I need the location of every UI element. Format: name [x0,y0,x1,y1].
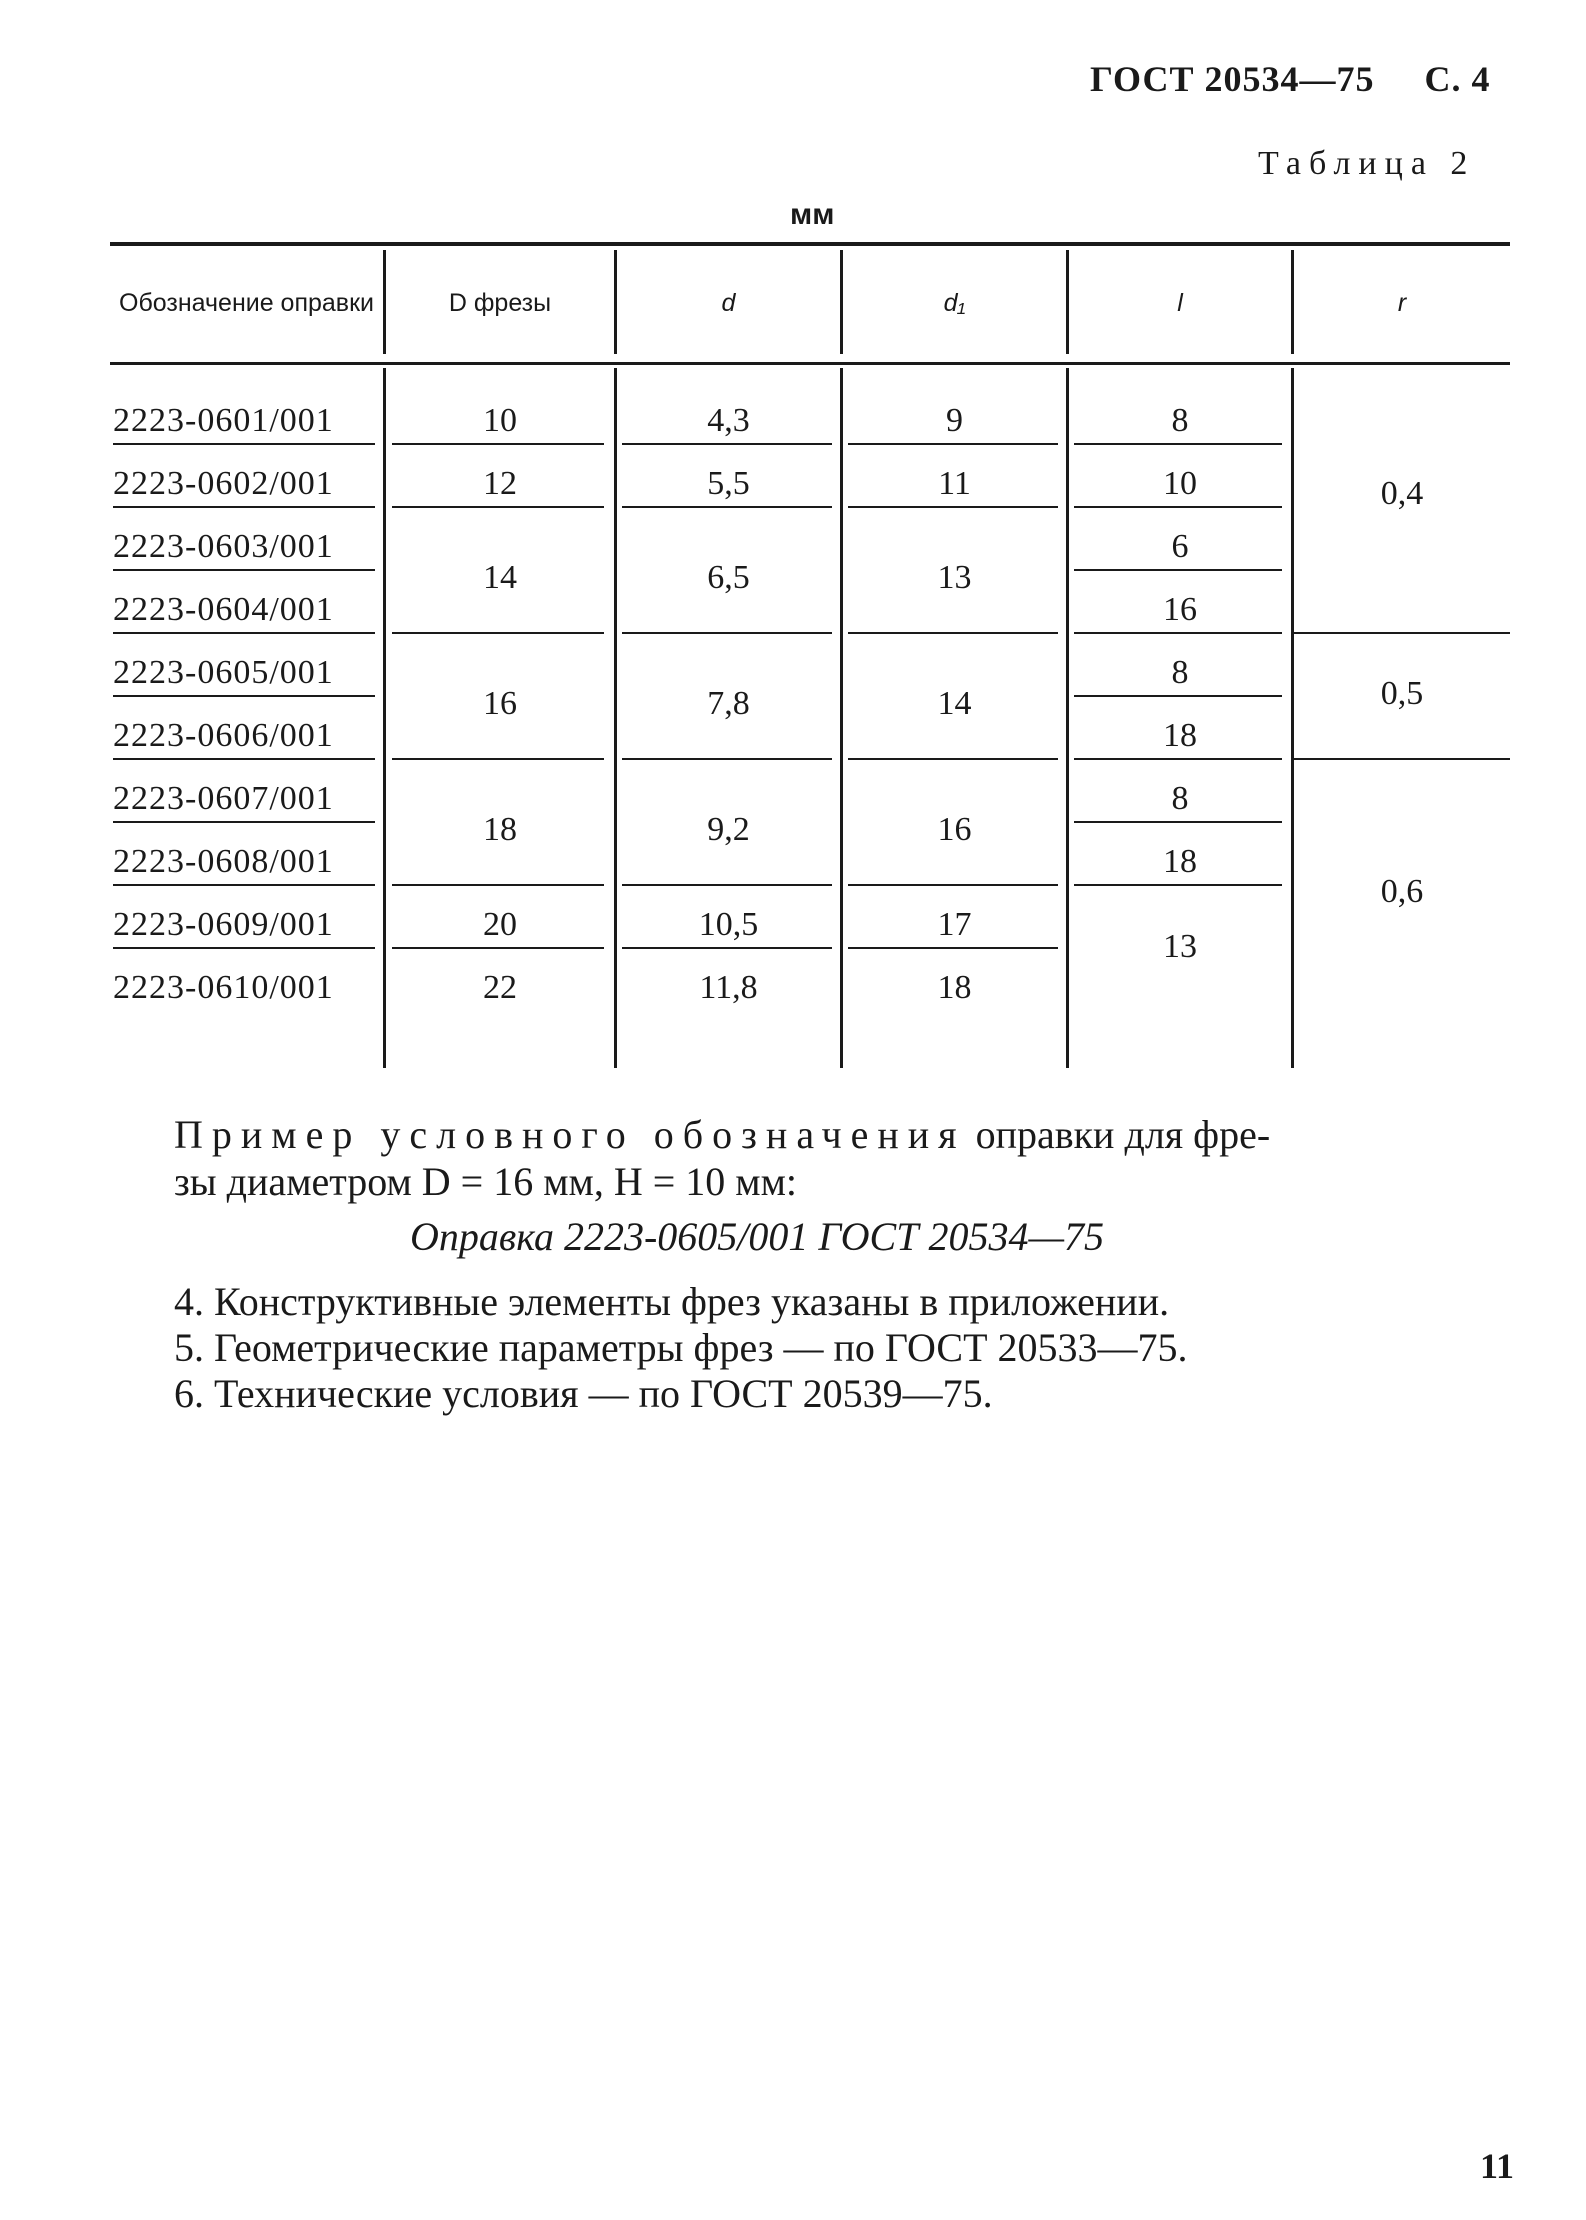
row-rule [392,632,604,634]
unit-label: мм [790,198,835,231]
d-cell: 5,5 [707,465,750,502]
row-rule [392,947,604,949]
d-cutter-cell: 22 [483,969,517,1006]
r-cell: 0,4 [1380,475,1424,512]
page-number: 11 [1480,2146,1515,2186]
d-cell: 6,5 [707,559,750,596]
l-cell: 8 [1171,780,1189,817]
d-cell: 11,8 [699,969,758,1006]
r-cell: 0,6 [1380,873,1424,910]
d-cutter-cell: 18 [483,811,517,848]
row-rule [622,632,832,634]
d-cell: 7,8 [707,685,750,722]
row-rule [113,506,375,508]
row-rule [848,443,1058,445]
d-cell: 9,2 [707,811,750,848]
clause-6: 6. Технические условия — по ГОСТ 20539—75. [174,1371,993,1416]
page-ref: С. 4 [1424,59,1491,99]
row-rule [1074,884,1282,886]
row-rule [392,758,604,760]
row-rule [113,947,375,949]
example-text: оправки для фре- [975,1112,1271,1157]
row-rule [848,758,1058,760]
row-rule [392,884,604,886]
d1-cell: 13 [937,559,972,596]
d1-cell: 16 [937,811,972,848]
table-top-rule [110,242,1510,246]
row-rule [622,506,832,508]
designation-cell: 2223-0608/001 [113,843,334,880]
designation-cell: 2223-0607/001 [113,780,334,817]
row-rule [1294,758,1510,760]
l-cell: 16 [1163,591,1197,628]
row-rule [1074,695,1282,697]
row-rule [1074,821,1282,823]
col-header-l: l [1177,289,1183,318]
example-title: Пример условного обозначения [174,1112,966,1157]
example-paragraph [174,1110,1270,1160]
example-text-line2: зы диаметром D = 16 мм, H = 10 мм: [174,1159,798,1204]
l-cell: 8 [1171,402,1189,439]
row-rule [1294,632,1510,634]
page-header [1090,58,1490,100]
d1-cell: 14 [937,685,972,722]
row-rule [1074,758,1282,760]
d1-cell: 9 [946,402,963,439]
row-rule [392,506,604,508]
d-cutter-cell: 20 [483,906,517,943]
row-rule [113,758,375,760]
row-rule [113,821,375,823]
designation-cell: 2223-0601/001 [113,402,334,439]
d-cutter-cell: 10 [483,402,517,439]
designation-cell: 2223-0610/001 [113,969,334,1006]
row-rule [1074,506,1282,508]
row-rule [113,443,375,445]
col-header-d: d [721,289,736,318]
l-cell: 8 [1171,654,1189,691]
row-rule [392,443,604,445]
row-rule [848,884,1058,886]
col-header-d1: d₁ [943,289,966,318]
col-header-d-cutter: D фрезы [448,289,552,318]
d1-cell: 11 [938,465,971,502]
designation-cell: 2223-0604/001 [113,591,334,628]
row-rule [848,506,1058,508]
row-rule [113,569,375,571]
row-rule [113,884,375,886]
row-rule [622,947,832,949]
d-cutter-cell: 14 [483,559,517,596]
row-rule [622,884,832,886]
row-rule [1074,632,1282,634]
l-cell: 13 [1163,928,1197,965]
designation-cell: 2223-0602/001 [113,465,334,502]
row-rule [113,632,375,634]
d1-cell: 18 [937,969,972,1006]
l-cell: 10 [1163,465,1197,502]
standard-number: ГОСТ 20534—75 [1090,59,1375,99]
l-cell: 6 [1171,528,1189,565]
table-label: Таблица 2 [1258,145,1476,182]
row-rule [113,695,375,697]
clause-5: 5. Геометрические параметры фрез — по ГОСТ 20533—75. [174,1325,1188,1370]
l-cell: 18 [1163,717,1197,754]
designation-cell: 2223-0603/001 [113,528,334,565]
row-rule [848,632,1058,634]
row-rule [1074,569,1282,571]
col-header-r: r [1397,289,1407,318]
row-rule [622,443,832,445]
d1-cell: 17 [937,906,972,943]
row-rule [1074,443,1282,445]
designation-cell: 2223-0605/001 [113,654,334,691]
header-bottom-rule [110,362,1510,365]
designation-cell: 2223-0606/001 [113,717,334,754]
row-rule [622,758,832,760]
example-designation: Оправка 2223-0605/001 ГОСТ 20534—75 [410,1214,1105,1259]
d-cutter-cell: 12 [483,465,517,502]
row-rule [848,947,1058,949]
d-cell: 10,5 [698,906,759,943]
col-header-designation: Обозначение оправки [119,289,374,318]
d-cutter-cell: 16 [483,685,517,722]
l-cell: 18 [1163,843,1197,880]
d-cell: 4,3 [707,402,750,439]
designation-cell: 2223-0609/001 [113,906,334,943]
clause-4: 4. Конструктивные элементы фрез указаны в приложении. [174,1279,1170,1324]
r-cell: 0,5 [1380,675,1424,712]
